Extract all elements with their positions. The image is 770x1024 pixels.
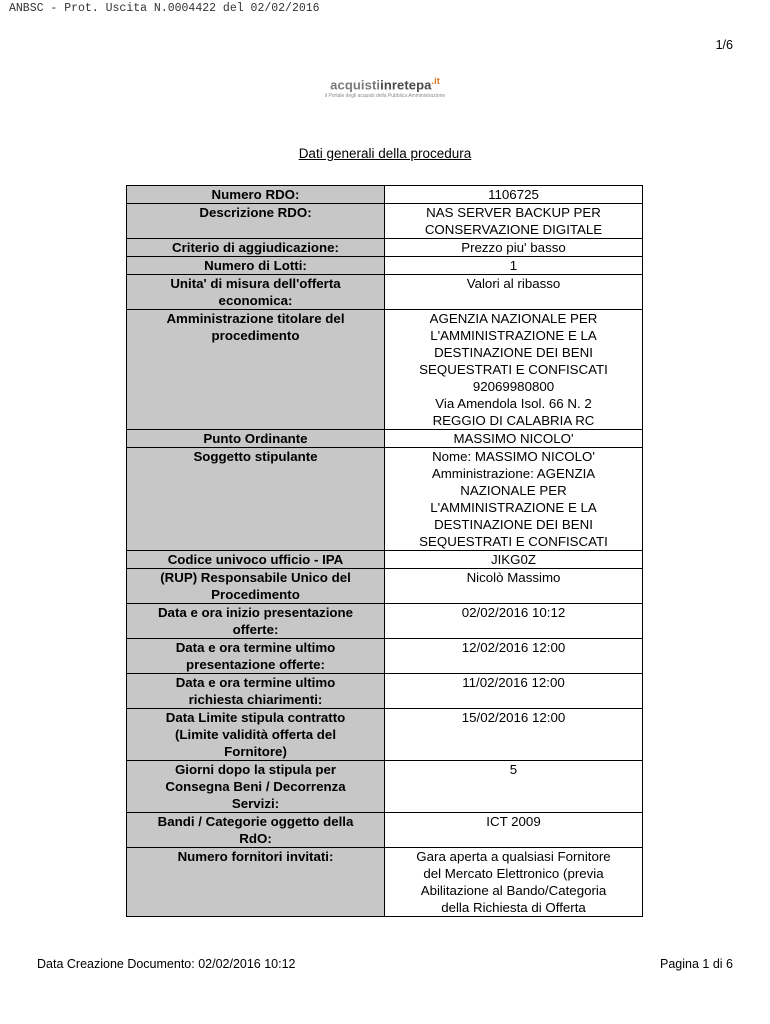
table-row xyxy=(127,257,643,275)
table-row xyxy=(127,551,643,569)
field-value: ICT 2009 xyxy=(385,813,643,848)
field-label: Data e ora termine ultimo richiesta chiarimenti: xyxy=(127,674,385,709)
field-label: Soggetto stipulante xyxy=(127,448,385,551)
section-title: Dati generali della procedura xyxy=(298,146,472,161)
table-row xyxy=(127,604,643,639)
field-label: Descrizione RDO: xyxy=(127,204,385,239)
field-value: 1106725 xyxy=(385,186,643,204)
field-value: 11/02/2016 12:00 xyxy=(385,674,643,709)
field-label: (RUP) Responsabile Unico del Procedimento xyxy=(127,569,385,604)
field-label: Numero RDO: xyxy=(127,186,385,204)
table-row xyxy=(127,448,643,551)
field-label: Data Limite stipula contratto (Limite validità offerta del Fornitore) xyxy=(127,709,385,761)
table-row xyxy=(127,275,643,310)
field-label: Giorni dopo la stipula per Consegna Beni / Decorrenza Servizi: xyxy=(127,761,385,813)
page-number: 1/6 xyxy=(715,38,733,52)
table-row xyxy=(127,430,643,448)
logo-wordmark xyxy=(0,76,770,92)
table-row xyxy=(127,639,643,674)
field-value: 12/02/2016 12:00 xyxy=(385,639,643,674)
field-label: Bandi / Categorie oggetto della RdO: xyxy=(127,813,385,848)
table-row xyxy=(127,310,643,430)
table-row xyxy=(127,239,643,257)
field-label: Punto Ordinante xyxy=(127,430,385,448)
logo-part-2: inrete xyxy=(380,77,417,93)
field-value: 5 xyxy=(385,761,643,813)
field-label: Data e ora termine ultimo presentazione offerte: xyxy=(127,639,385,674)
acquistinretepa-logo xyxy=(0,76,770,99)
field-value: 15/02/2016 12:00 xyxy=(385,709,643,761)
field-value: Valori al ribasso xyxy=(385,275,643,310)
document-creation-date: Data Creazione Documento: 02/02/2016 10:12 xyxy=(37,957,296,971)
field-label: Codice univoco ufficio - IPA xyxy=(127,551,385,569)
logo-part-3: pa xyxy=(416,77,432,93)
table-row xyxy=(127,569,643,604)
field-value: Nicolò Massimo xyxy=(385,569,643,604)
field-value: AGENZIA NAZIONALE PER L'AMMINISTRAZIONE E LA DESTINAZIONE DEI BENI SEQUESTRATI E CONFISCATI 92069980800 Via Amendola Isol. 66 N. 2 REGGIO DI CALABRIA RC xyxy=(385,310,643,430)
field-value: JIKG0Z xyxy=(385,551,643,569)
logo-tagline: il Portale degli acquisti della Pubblica Amministrazione xyxy=(324,93,446,100)
field-value: MASSIMO NICOLO' xyxy=(385,430,643,448)
field-label: Data e ora inizio presentazione offerte: xyxy=(127,604,385,639)
table-row xyxy=(127,761,643,813)
protocol-header: ANBSC - Prot. Uscita N.0004422 del 02/02/2016 xyxy=(9,2,320,15)
logo-part-1: acquisti xyxy=(330,77,381,93)
table-row xyxy=(127,204,643,239)
field-label: Unita' di misura dell'offerta economica: xyxy=(127,275,385,310)
field-value: NAS SERVER BACKUP PER CONSERVAZIONE DIGITALE xyxy=(385,204,643,239)
table-row xyxy=(127,813,643,848)
logo-tld: .it xyxy=(431,76,440,86)
table-row xyxy=(127,848,643,917)
procedure-data-table xyxy=(126,185,643,917)
field-value: 02/02/2016 10:12 xyxy=(385,604,643,639)
field-value: Nome: MASSIMO NICOLO' Amministrazione: AGENZIA NAZIONALE PER L'AMMINISTRAZIONE E LA DESTINAZIONE DEI BENI SEQUESTRATI E CONFISCATI xyxy=(385,448,643,551)
field-value: 1 xyxy=(385,257,643,275)
page-indicator: Pagina 1 di 6 xyxy=(660,957,733,971)
field-label: Numero fornitori invitati: xyxy=(127,848,385,917)
table-row xyxy=(127,709,643,761)
field-label: Numero di Lotti: xyxy=(127,257,385,275)
table-row xyxy=(127,674,643,709)
table-row xyxy=(127,186,643,204)
field-value: Prezzo piu' basso xyxy=(385,239,643,257)
field-value: Gara aperta a qualsiasi Fornitore del Mercato Elettronico (previa Abilitazione al Bando/Categoria della Richiesta di Offerta xyxy=(385,848,643,917)
field-label: Amministrazione titolare del procedimento xyxy=(127,310,385,430)
field-label: Criterio di aggiudicazione: xyxy=(127,239,385,257)
